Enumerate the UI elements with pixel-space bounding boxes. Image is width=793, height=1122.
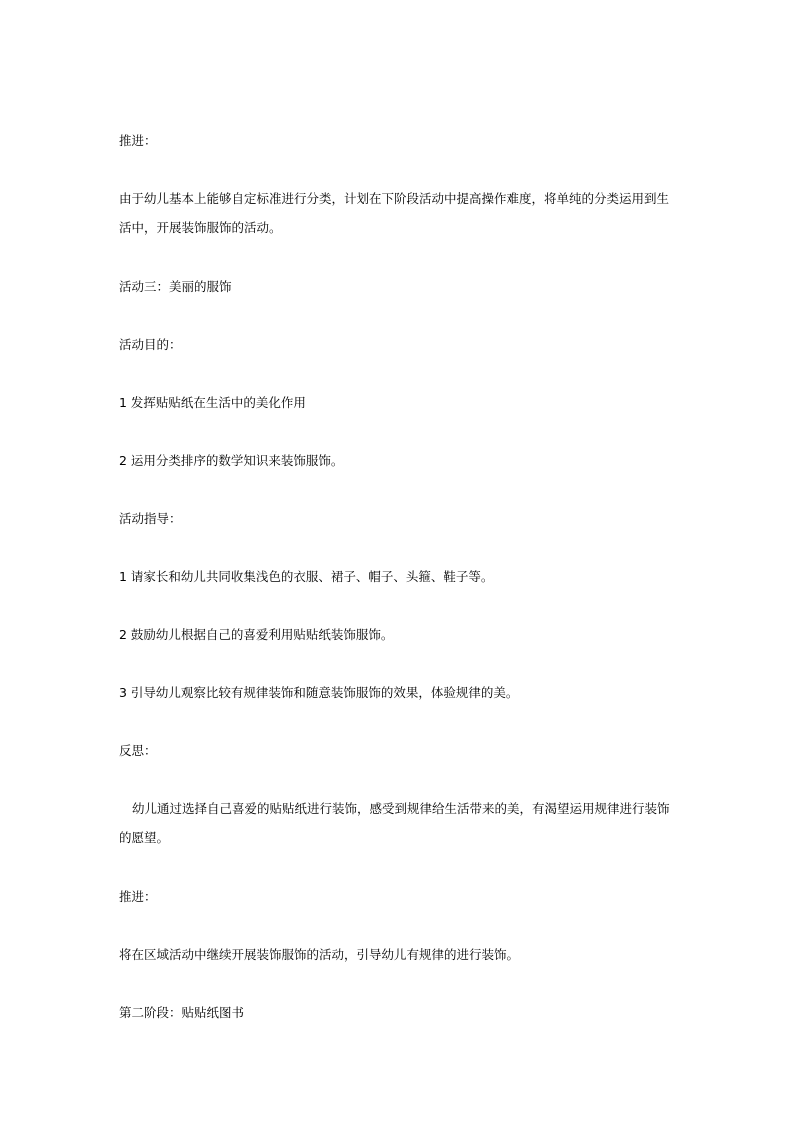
goal-item-1: 1 发挥贴贴纸在生活中的美化作用 [119, 395, 306, 410]
heading-activity-goal: 活动目的： [119, 337, 182, 352]
heading-reflection: 反思： [119, 743, 157, 758]
heading-stage-two: 第二阶段：贴贴纸图书 [119, 1005, 245, 1020]
paragraph-reflection: 幼儿通过选择自己喜爱的贴贴纸进行装饰，感受到规律给生活带来的美，有渴望运用规律进行装饰的愿望。 [119, 801, 670, 845]
heading-advance-2: 推进： [119, 889, 157, 904]
heading-activity-guidance: 活动指导： [119, 511, 182, 526]
paragraph-advance-plan: 由于幼儿基本上能够自定标准进行分类，计划在下阶段活动中提高操作难度，将单纯的分类运用到生活中，开展装饰服饰的活动。 [119, 191, 670, 235]
paragraph-advance-next: 将在区域活动中继续开展装饰服饰的活动，引导幼儿有规律的进行装饰。 [119, 947, 520, 962]
guidance-item-2: 2 鼓励幼儿根据自己的喜爱利用贴贴纸装饰服饰。 [119, 627, 394, 642]
heading-activity-three: 活动三：美丽的服饰 [119, 279, 232, 294]
heading-advance-1: 推进： [119, 133, 157, 148]
guidance-item-1: 1 请家长和幼儿共同收集浅色的衣服、裙子、帽子、头箍、鞋子等。 [119, 569, 494, 584]
goal-item-2: 2 运用分类排序的数学知识来装饰服饰。 [119, 453, 344, 468]
guidance-item-3: 3 引导幼儿观察比较有规律装饰和随意装饰服饰的效果，体验规律的美。 [119, 685, 519, 700]
